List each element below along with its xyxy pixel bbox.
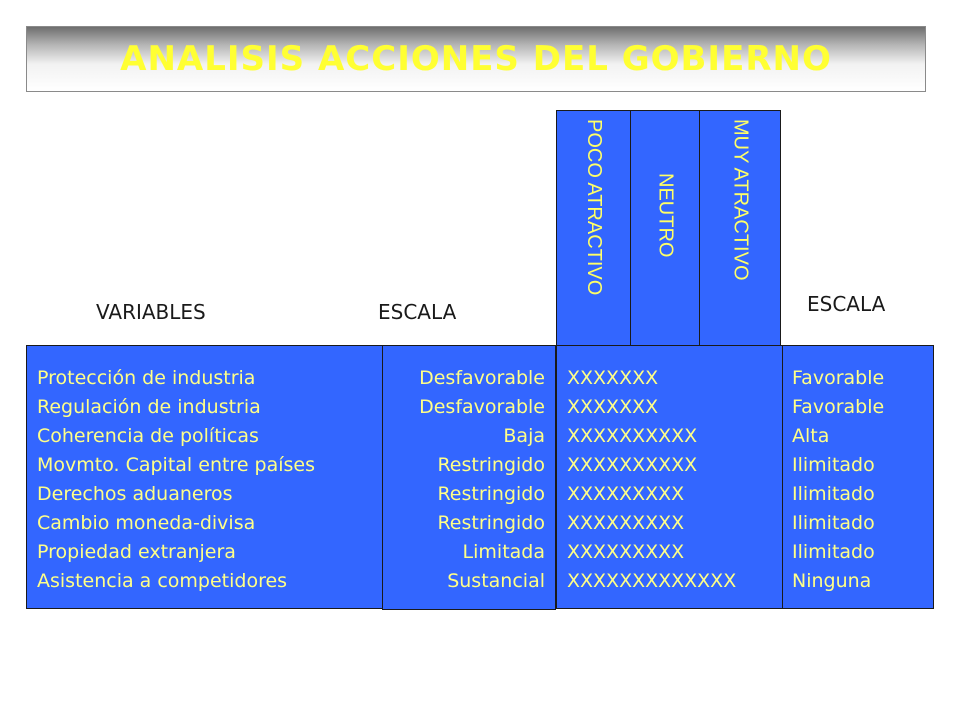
- list-item: Restringido: [437, 512, 545, 534]
- ratings-list: [567, 364, 736, 596]
- list-item: Protección de industria: [37, 367, 256, 389]
- list-item: Cambio moneda-divisa: [37, 512, 256, 534]
- column-header-poco-atractivo: [556, 110, 631, 346]
- list-item: Desfavorable: [419, 367, 545, 389]
- list-item: Ilimitado: [792, 541, 875, 563]
- escala-left-header: ESCALA: [378, 300, 457, 324]
- list-item: Propiedad extranjera: [37, 541, 236, 563]
- list-item: XXXXXXX: [567, 396, 659, 418]
- escala-desfavorable-list: [419, 364, 545, 596]
- list-item: XXXXXXXXX: [567, 483, 685, 505]
- muy-atractivo-label: MUY ATRACTIVO: [729, 119, 752, 281]
- poco-atractivo-label: POCO ATRACTIVO: [583, 119, 605, 296]
- list-item: Desfavorable: [419, 396, 545, 418]
- variables-box: [26, 345, 386, 609]
- list-item: Limitada: [462, 541, 545, 563]
- list-item: Ilimitado: [792, 512, 875, 534]
- list-item: Ninguna: [792, 570, 872, 592]
- list-item: XXXXXXXXX: [567, 512, 685, 534]
- column-header-neutro: [630, 110, 700, 346]
- escala-favorable-box: [782, 345, 934, 609]
- variables-header: VARIABLES: [96, 300, 206, 324]
- list-item: Coherencia de políticas: [37, 425, 259, 447]
- list-item: Derechos aduaneros: [37, 483, 233, 505]
- list-item: Alta: [792, 425, 830, 447]
- ratings-box: [556, 345, 783, 609]
- list-item: XXXXXXXXXXXXX: [567, 570, 737, 592]
- list-item: Sustancial: [447, 570, 545, 592]
- list-item: Movmto. Capital entre países: [37, 454, 316, 476]
- list-item: Asistencia a competidores: [37, 570, 288, 592]
- list-item: Restringido: [437, 454, 545, 476]
- list-item: XXXXXXX: [567, 367, 659, 389]
- list-item: Regulación de industria: [37, 396, 261, 418]
- list-item: XXXXXXXXX: [567, 541, 685, 563]
- variables-list: [37, 364, 315, 596]
- page-title: ANALISIS ACCIONES DEL GOBIERNO: [120, 39, 832, 79]
- list-item: Ilimitado: [792, 454, 875, 476]
- neutro-label: NEUTRO: [654, 173, 677, 258]
- list-item: XXXXXXXXXX: [567, 454, 698, 476]
- list-item: Favorable: [792, 367, 885, 389]
- column-header-muy-atractivo: [699, 110, 781, 346]
- list-item: XXXXXXXXXX: [567, 425, 698, 447]
- list-item: Baja: [503, 425, 545, 447]
- escala-right-header: ESCALA: [807, 292, 886, 316]
- list-item: Favorable: [792, 396, 885, 418]
- escala-favorable-list: [792, 364, 884, 596]
- list-item: Restringido: [437, 483, 545, 505]
- title-banner: [26, 26, 926, 92]
- escala-desfavorable-box: [382, 345, 556, 610]
- list-item: Ilimitado: [792, 483, 875, 505]
